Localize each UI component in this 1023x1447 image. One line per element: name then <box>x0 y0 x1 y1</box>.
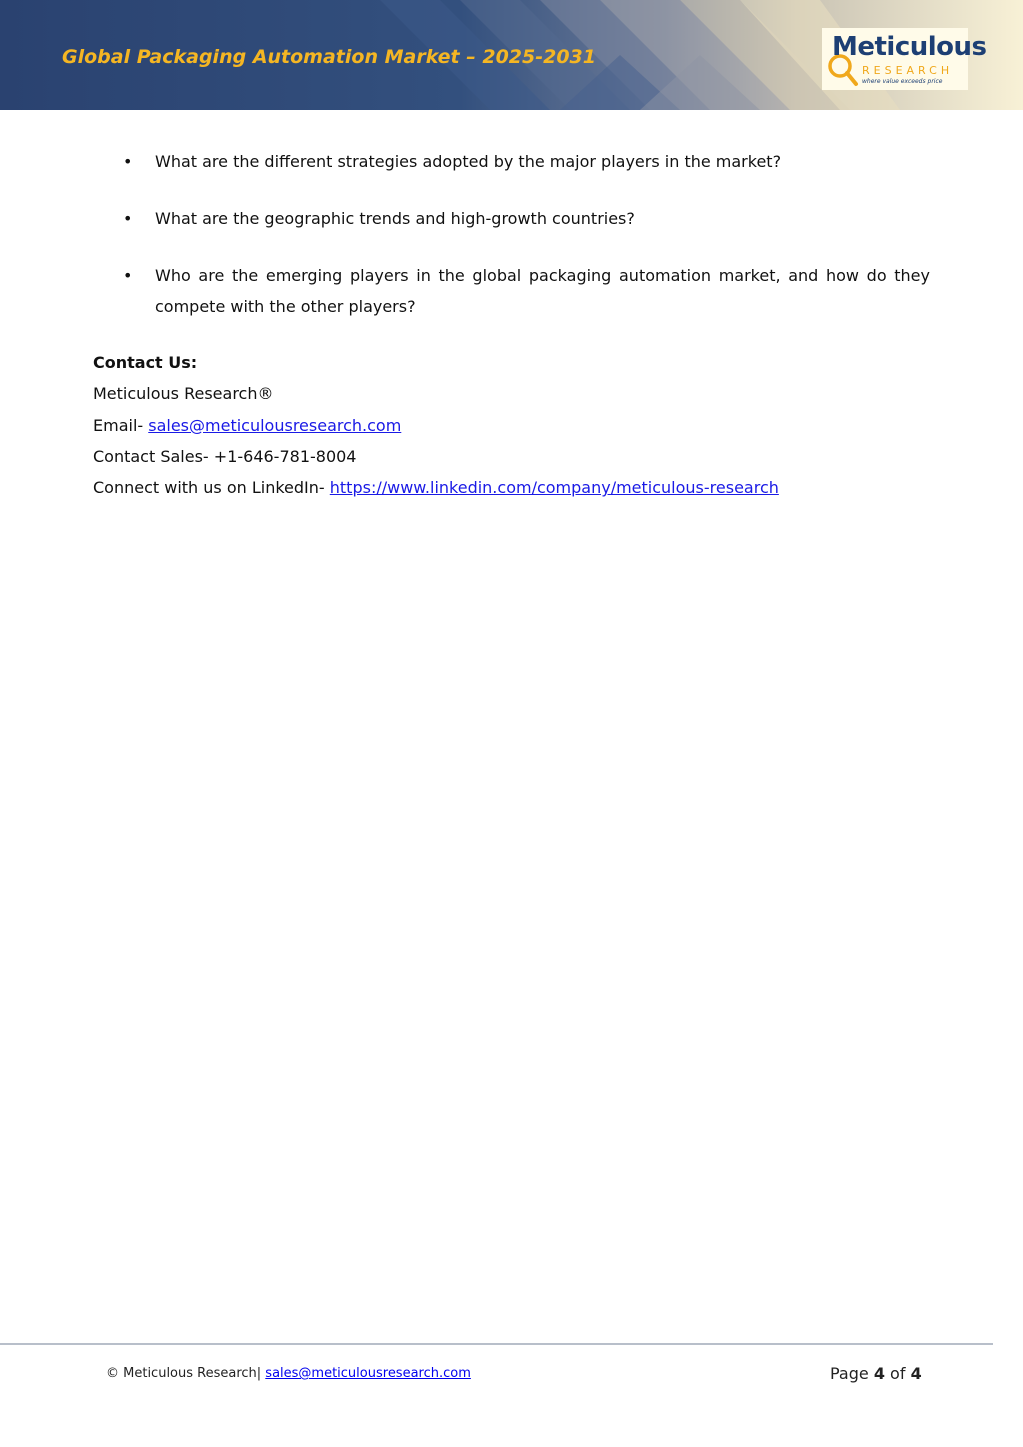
meticulous-research-logo <box>822 28 987 90</box>
contact-heading: Contact Us: <box>93 353 198 372</box>
page-number <box>830 1364 922 1383</box>
linkedin-link[interactable]: https://www.linkedin.com/company/meticulous-research <box>329 478 779 498</box>
email-label: Email- <box>93 415 149 435</box>
page-of: of <box>884 1364 911 1383</box>
list-item <box>93 146 930 177</box>
header-banner <box>0 0 1023 110</box>
page-current: 4 <box>873 1364 885 1383</box>
bullet-icon: • <box>123 266 133 285</box>
email-link[interactable]: sales@meticulousresearch.com <box>148 415 402 435</box>
question-list <box>93 146 930 348</box>
logo-tagline: where value exceeds price <box>862 78 943 85</box>
copyright-text: © Meticulous Research| <box>106 1366 266 1381</box>
contact-section <box>93 347 943 503</box>
list-item <box>93 260 930 322</box>
logo-sub-text: RESEARCH <box>862 64 954 77</box>
footer-copyright <box>106 1366 471 1381</box>
bullet-icon: • <box>123 152 133 171</box>
list-item-text: What are the geographic trends and high-growth countries? <box>155 209 635 228</box>
linkedin-label: Connect with us on LinkedIn- <box>93 478 330 498</box>
page-prefix: Page <box>830 1364 874 1383</box>
list-item <box>93 203 930 234</box>
page-total: 4 <box>910 1364 922 1383</box>
document-title: Global Packaging Automation Market – 2025-2031 <box>62 46 596 68</box>
contact-sales-line: Contact Sales- +1-646-781-8004 <box>93 446 357 466</box>
company-name: Meticulous Research® <box>93 384 274 404</box>
logo-brand-text: Meticulous <box>832 32 987 62</box>
list-item-text: What are the different strategies adopted by the major players in the market? <box>155 152 782 171</box>
footer-email-link[interactable]: sales@meticulousresearch.com <box>265 1366 471 1381</box>
footer-divider <box>0 1343 993 1345</box>
linkedin-line <box>93 472 943 503</box>
email-line <box>93 410 943 441</box>
bullet-icon: • <box>123 209 133 228</box>
list-item-text: Who are the emerging players in the global packaging automation market, and how do they compete with the other players? <box>155 266 930 316</box>
